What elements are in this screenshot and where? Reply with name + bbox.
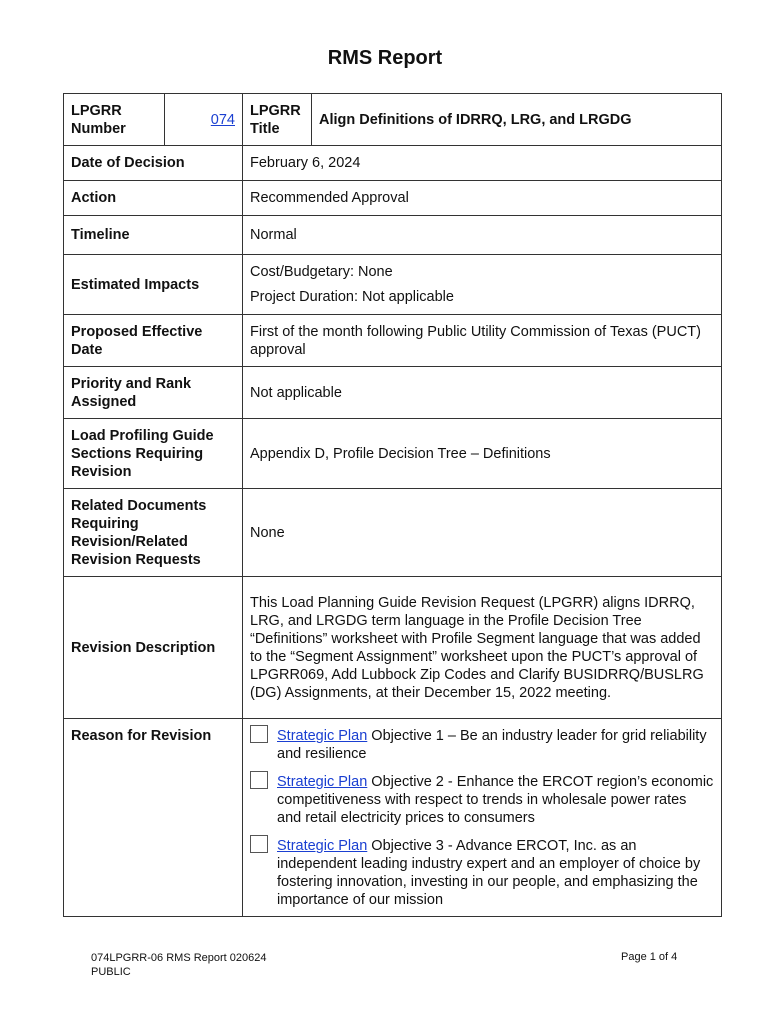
objective-1 [250,727,714,763]
header-row [64,94,722,146]
objective-3 [250,837,714,909]
revision-description-value: This Load Planning Guide Revision Request (LPGRR) aligns IDRRQ, LRG, and LRGDG term language in the Profile Decision Tree “Definitions” worksheet with Profile Segment language that was added to the “Segment Assignment” worksheet upon the PUCT’s approval of LPGRR069, Add Lubbock Zip Codes and Clarify BUSIDRRQ/BUSLRG (DG) Assignments, at their December 15, 2022 meeting. [243,577,722,719]
table-row [64,315,722,367]
guide-sections-label: Load Profiling Guide Sections Requiring Revision [64,419,243,489]
estimated-impacts-value [243,255,722,315]
table-row [64,216,722,255]
project-duration-text: Project Duration: Not applicable [250,289,454,305]
objective-2 [250,773,714,827]
lpgrr-number-label: LPGRR Number [64,94,165,146]
objective-1-text: Objective 1 – Be an industry leader for grid reliability and resilience [277,728,707,762]
lpgrr-number-link[interactable]: 074 [210,111,235,128]
guide-sections-value: Appendix D, Profile Decision Tree – Definitions [243,419,722,489]
strategic-plan-link[interactable]: Strategic Plan [277,838,368,854]
objective-3-text: Objective 3 - Advance ERCOT, Inc. as an independent leading industry expert and an employer of choice by fostering innovation, investing in our people, and emphasizing the importance of our mission [277,838,701,908]
objective-2-text: Objective 2 - Enhance the ERCOT region’s economic competitiveness with respect to trends in wholesale power rates and retail electricity prices to consumers [277,774,714,826]
cost-budgetary-text: Cost/Budgetary: None [250,264,393,280]
table-row [64,719,722,917]
rms-report-table [63,93,722,917]
related-documents-value: None [243,489,722,577]
lpgrr-title-label: LPGRR Title [243,94,312,146]
table-row [64,419,722,489]
action-value: Recommended Approval [243,181,722,216]
lpgrr-title-value: Align Definitions of IDRRQ, LRG, and LRGDG [312,94,722,146]
timeline-value: Normal [243,216,722,255]
estimated-impacts-label: Estimated Impacts [64,255,243,315]
footer-classification: PUBLIC [91,966,131,978]
proposed-effective-date-value: First of the month following Public Utility Commission of Texas (PUCT) approval [243,315,722,367]
table-row [64,181,722,216]
action-label: Action [64,181,243,216]
footer-doc-id: 074LPGRR-06 RMS Report 020624 [91,952,267,964]
date-of-decision-value: February 6, 2024 [243,146,722,181]
proposed-effective-date-label: Proposed Effective Date [64,315,243,367]
footer-page-number: Page 1 of 4 [621,951,678,963]
table-row [64,577,722,719]
reason-for-revision-value [243,719,722,917]
date-of-decision-label: Date of Decision [64,146,243,181]
revision-description-label: Revision Description [64,577,243,719]
reason-for-revision-label: Reason for Revision [64,719,243,917]
priority-rank-label: Priority and Rank Assigned [64,367,243,419]
strategic-plan-link[interactable]: Strategic Plan [277,728,368,744]
table-row [64,146,722,181]
objective-1-checkbox[interactable] [250,725,268,743]
strategic-plan-link[interactable]: Strategic Plan [277,774,368,790]
priority-rank-value: Not applicable [243,367,722,419]
related-documents-label: Related Documents Requiring Revision/Related Revision Requests [64,489,243,577]
table-row [64,255,722,315]
objective-3-checkbox[interactable] [250,835,268,853]
objective-2-checkbox[interactable] [250,771,268,789]
timeline-label: Timeline [64,216,243,255]
page-title: RMS Report [327,47,443,69]
footer-left [91,951,266,979]
lpgrr-number-cell [165,94,243,146]
table-row [64,489,722,577]
table-row [64,367,722,419]
